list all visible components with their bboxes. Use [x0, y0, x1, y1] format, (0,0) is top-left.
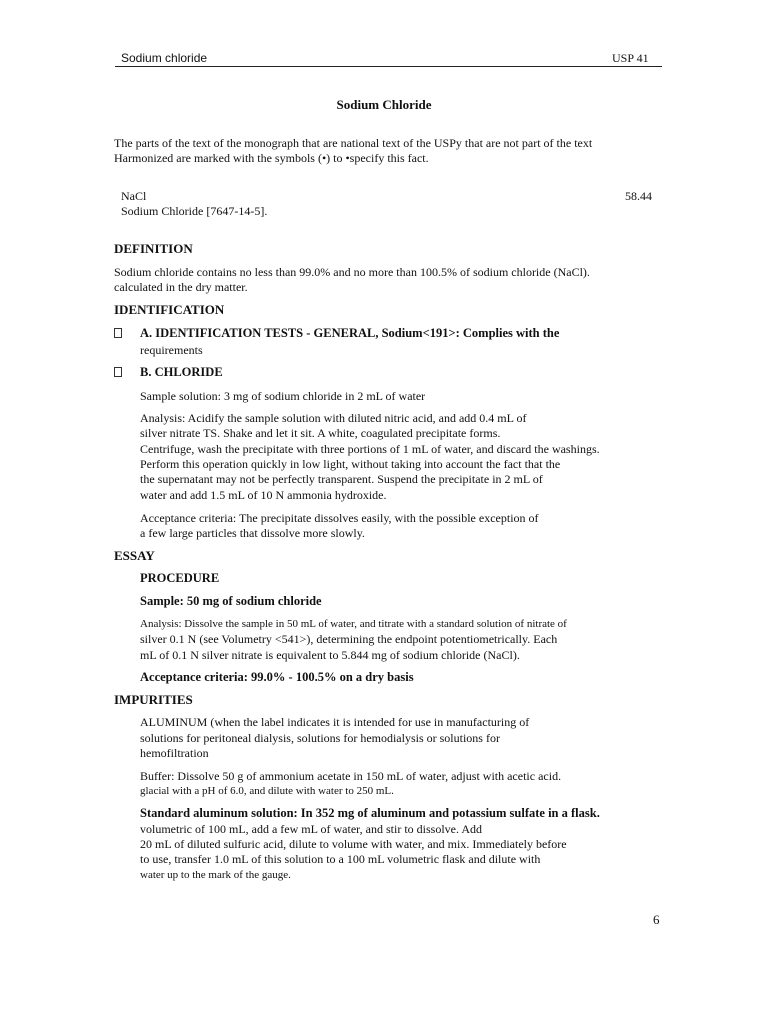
identification-a-cont: requirements [140, 343, 203, 357]
monograph-title: Sodium Chloride [336, 97, 432, 112]
impurities-heading: IMPURITIES [114, 692, 193, 707]
page-number: 6 [653, 912, 660, 927]
checkbox-bullet-icon [114, 328, 122, 338]
essay-analysis-line: mL of 0.1 N silver nitrate is equivalent to 5.844 mg of sodium chloride (NaCl). [140, 648, 520, 662]
buffer-line: glacial with a pH of 6.0, and dilute with water to 250 mL. [140, 785, 394, 797]
definition-line: Sodium chloride contains no less than 99.0% and no more than 100.5% of sodium chloride (NaCl). [114, 265, 590, 279]
identification-heading: IDENTIFICATION [114, 302, 225, 317]
definition-line: calculated in the dry matter. [114, 280, 248, 294]
analysis-line: the supernatant may not be perfectly transparent. Suspend the precipitate in 2 mL of [140, 472, 543, 486]
essay-analysis-line: silver 0.1 N (see Volumetry <541>), determining the endpoint potentiometrically. Each [140, 632, 558, 646]
acceptance-line: a few large particles that dissolve more slowly. [140, 526, 365, 540]
molecular-weight: 58.44 [625, 189, 652, 203]
identification-a-title: A. IDENTIFICATION TESTS - GENERAL, Sodium<191>: Complies with the [140, 326, 560, 340]
checkbox-bullet-icon [114, 367, 122, 377]
running-header-title: Sodium chloride [121, 51, 208, 65]
essay-acceptance: Acceptance criteria: 99.0% - 100.5% on a dry basis [140, 670, 414, 684]
buffer-line: Buffer: Dissolve 50 g of ammonium acetate in 150 mL of water, adjust with acetic acid. [140, 769, 562, 783]
analysis-line: silver nitrate TS. Shake and let it sit. A white, coagulated precipitate forms. [140, 426, 501, 440]
running-header-edition: USP 41 [612, 51, 649, 65]
standard-solution-line: to use, transfer 1.0 mL of this solution to a 100 mL volumetric flask and dilute with [140, 852, 541, 866]
identification-b-title: B. CHLORIDE [140, 365, 223, 379]
aluminum-line: hemofiltration [140, 746, 209, 760]
essay-sample: Sample: 50 mg of sodium chloride [140, 594, 322, 608]
standard-solution-line: water up to the mark of the gauge. [140, 869, 291, 881]
aluminum-line: solutions for peritoneal dialysis, solutions for hemodialysis or solutions for [140, 731, 500, 745]
acceptance-line: Acceptance criteria: The precipitate dissolves easily, with the possible exception of [140, 511, 539, 525]
intro-line: Harmonized are marked with the symbols (•) to •specify this fact. [114, 151, 429, 165]
sample-solution-line: Sample solution: 3 mg of sodium chloride in 2 mL of water [140, 389, 426, 403]
intro-line: The parts of the text of the monograph that are national text of the USPy that are not part of the text [114, 136, 593, 150]
standard-solution-line: 20 mL of diluted sulfuric acid, dilute to volume with water, and mix. Immediately before [140, 837, 567, 851]
standard-solution-title: Standard aluminum solution: In 352 mg of aluminum and potassium sulfate in a flask. [140, 806, 600, 820]
standard-solution-line: volumetric of 100 mL, add a few mL of water, and stir to dissolve. Add [140, 822, 482, 836]
analysis-line: Analysis: Acidify the sample solution with diluted nitric acid, and add 0.4 mL of [140, 411, 527, 425]
essay-heading: ESSAY [114, 548, 155, 563]
analysis-line: Centrifuge, wash the precipitate with three portions of 1 mL of water, and discard the washings. [140, 442, 600, 456]
chemical-formula: NaCl [121, 189, 147, 203]
procedure-heading: PROCEDURE [140, 571, 220, 585]
analysis-line: water and add 1.5 mL of 10 N ammonia hydroxide. [140, 488, 387, 502]
essay-analysis-line: Analysis: Dissolve the sample in 50 mL of water, and titrate with a standard solution of nitrate of [140, 618, 567, 630]
cas-number: Sodium Chloride [7647-14-5]. [121, 204, 268, 218]
aluminum-line: ALUMINUM (when the label indicates it is intended for use in manufacturing of [140, 715, 530, 729]
header-rule [115, 66, 662, 67]
analysis-line: Perform this operation quickly in low light, without taking into account the fact that the [140, 457, 561, 471]
definition-heading: DEFINITION [114, 241, 193, 256]
